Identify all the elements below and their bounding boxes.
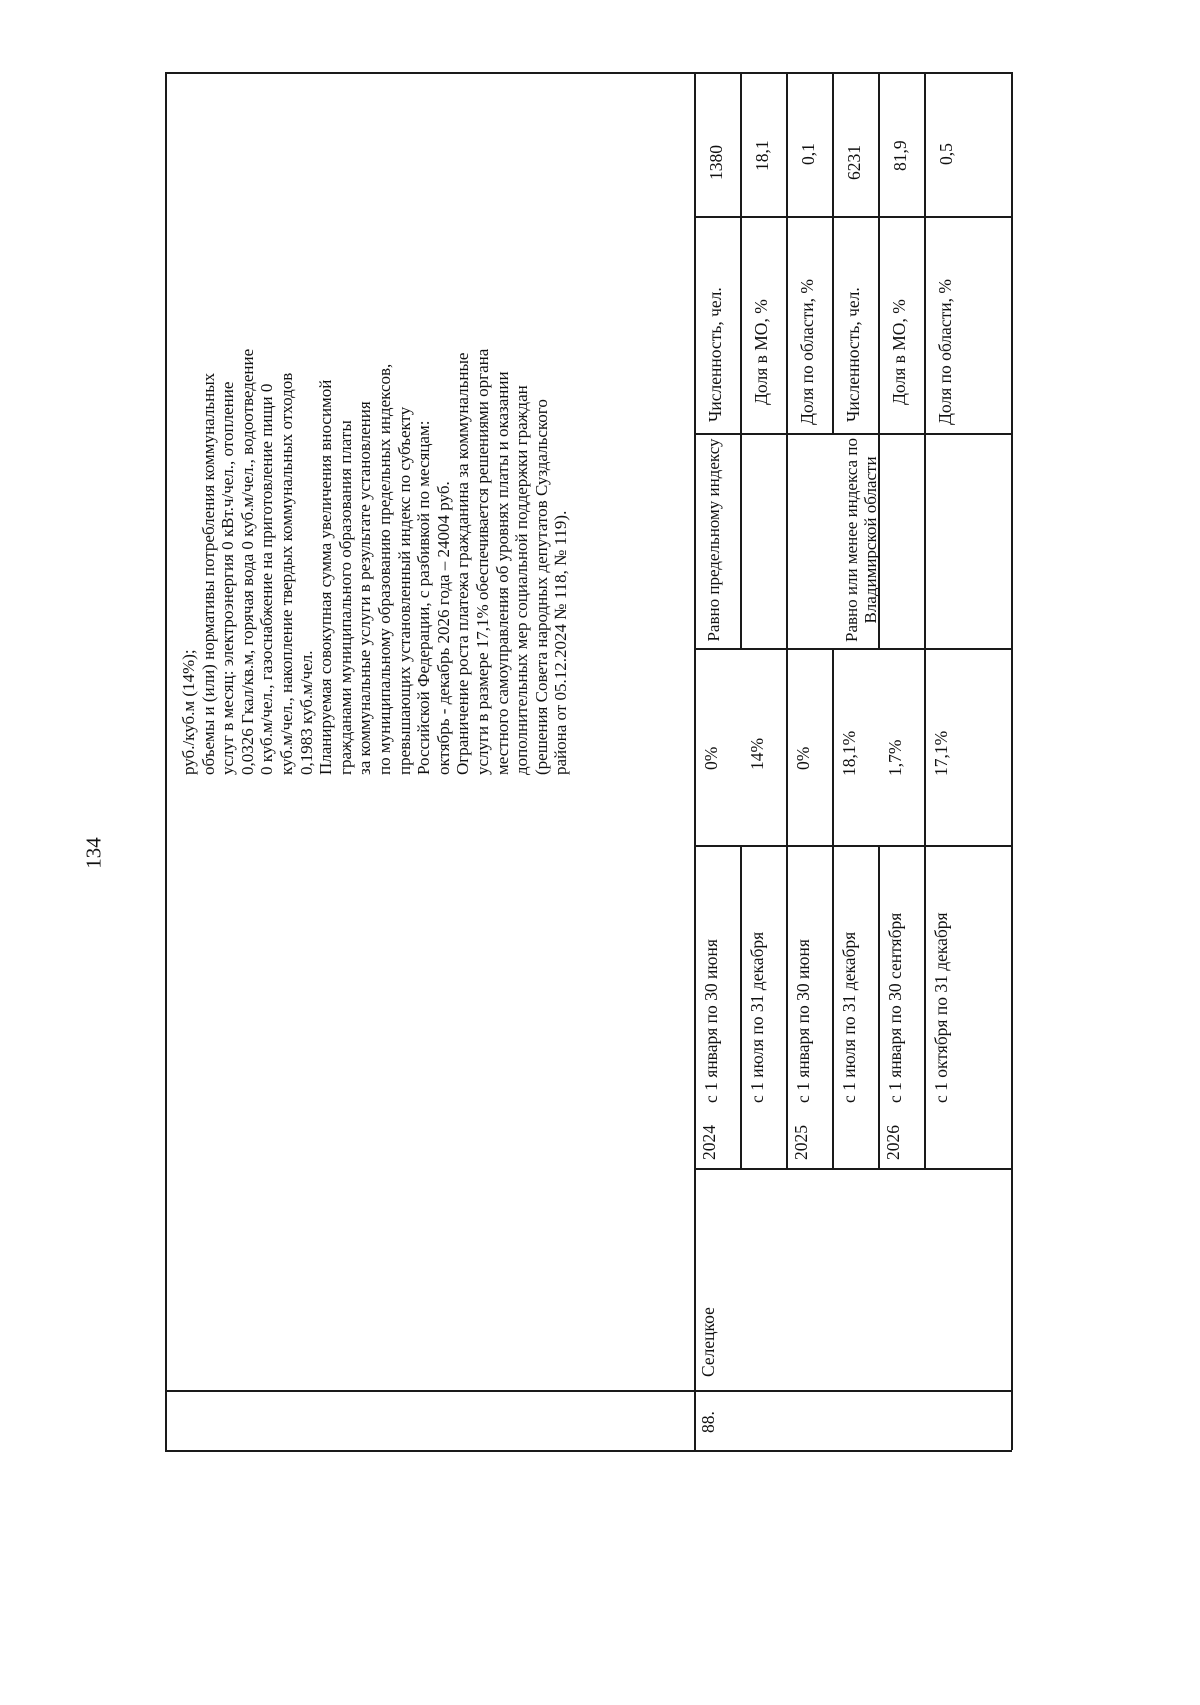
period-cell: с 1 октября по 31 декабря xyxy=(931,912,951,1103)
table-border-bottom xyxy=(165,1450,1012,1452)
stat-label: Доля по области, % xyxy=(797,279,817,425)
settlement-name: Селецкое xyxy=(698,1307,718,1377)
year-2025: 2025 xyxy=(791,1125,811,1160)
column-divider xyxy=(878,845,880,1168)
column-divider xyxy=(832,648,834,1168)
description-text: руб./куб.м (14%); объемы и (или) нормативы потребления коммунальных услуг в месяц: электроэнергия 0 кВт.ч/чел., отопление 0,0326 Гкал/кв.м, горячая вода 0 куб.м/чел., водоотведение 0 куб.м/чел., газоснабжение на приготовление пищи 0 куб.м/чел., накопление твердых коммунальных отходов 0,1983 куб.м/чел. Планируемая совокупная сумма увеличения вносимой гражданами муниципального образования платы за коммунальные услуги в результате установления по муниципальному образованию предельных индексов, превышающих установленный индекс по субъекту Российской Федерации, с разбивкой по месяцам: октябрь - декабрь 2026 года – 24004 руб. Ограничение роста платежа гражданина за коммунальные услуги в размере 17,1% обеспечивается решениями органа местного самоуправления об уровнях платы и оказании дополнительных мер социальной поддержки граждан (решения Совета народных депутатов Суздальского района от 05.12.2024 № 118, № 119). xyxy=(179,348,571,775)
stat-value: 6231 xyxy=(844,145,864,180)
stat-label: Численность, чел. xyxy=(843,287,863,422)
stat-value: 81,9 xyxy=(890,140,910,171)
index-cell: 0% xyxy=(793,746,813,770)
period-cell: с 1 июля по 31 декабря xyxy=(839,931,859,1103)
table-border-left xyxy=(165,72,167,1450)
stat-label: Доля в МО, % xyxy=(751,299,771,405)
row-divider xyxy=(694,1168,1012,1170)
index-cell: 1,7% xyxy=(885,739,905,776)
column-divider xyxy=(740,72,742,648)
page-number: 134 xyxy=(81,837,106,869)
row-divider xyxy=(165,1390,1012,1392)
stat-value: 18,1 xyxy=(752,140,772,171)
stat-label: Численность, чел. xyxy=(705,287,725,422)
row-divider xyxy=(694,216,1012,218)
stat-value: 0,1 xyxy=(798,143,818,165)
column-divider xyxy=(694,72,696,1450)
stat-value: 0,5 xyxy=(936,143,956,165)
period-cell: с 1 января по 30 июня xyxy=(793,939,813,1103)
period-cell: с 1 января по 30 июня xyxy=(701,939,721,1103)
group-label-region-index: Равно или менее индекса по Владимирской области xyxy=(842,438,880,642)
stat-value: 1380 xyxy=(706,145,726,180)
group-label-limit-index: Равно предельному индексу xyxy=(704,438,723,642)
period-cell: с 1 января по 30 сентября xyxy=(885,912,905,1103)
index-cell: 17,1% xyxy=(931,730,951,776)
index-cell: 0% xyxy=(701,746,721,770)
table-border-right xyxy=(1011,72,1013,1450)
row-divider xyxy=(694,845,1012,847)
table-border-top xyxy=(165,72,1012,74)
column-divider xyxy=(740,845,742,1168)
column-divider xyxy=(832,72,834,433)
index-cell: 18,1% xyxy=(839,730,859,776)
stat-label: Доля по области, % xyxy=(935,279,955,425)
column-divider xyxy=(924,72,926,1168)
index-cell: 14% xyxy=(747,737,767,770)
year-2024: 2024 xyxy=(699,1125,719,1160)
period-cell: с 1 июля по 31 декабря xyxy=(747,931,767,1103)
row-number: 88. xyxy=(698,1411,718,1433)
column-divider xyxy=(786,72,788,1168)
year-2026: 2026 xyxy=(883,1125,903,1160)
stat-label: Доля в МО, % xyxy=(889,299,909,405)
